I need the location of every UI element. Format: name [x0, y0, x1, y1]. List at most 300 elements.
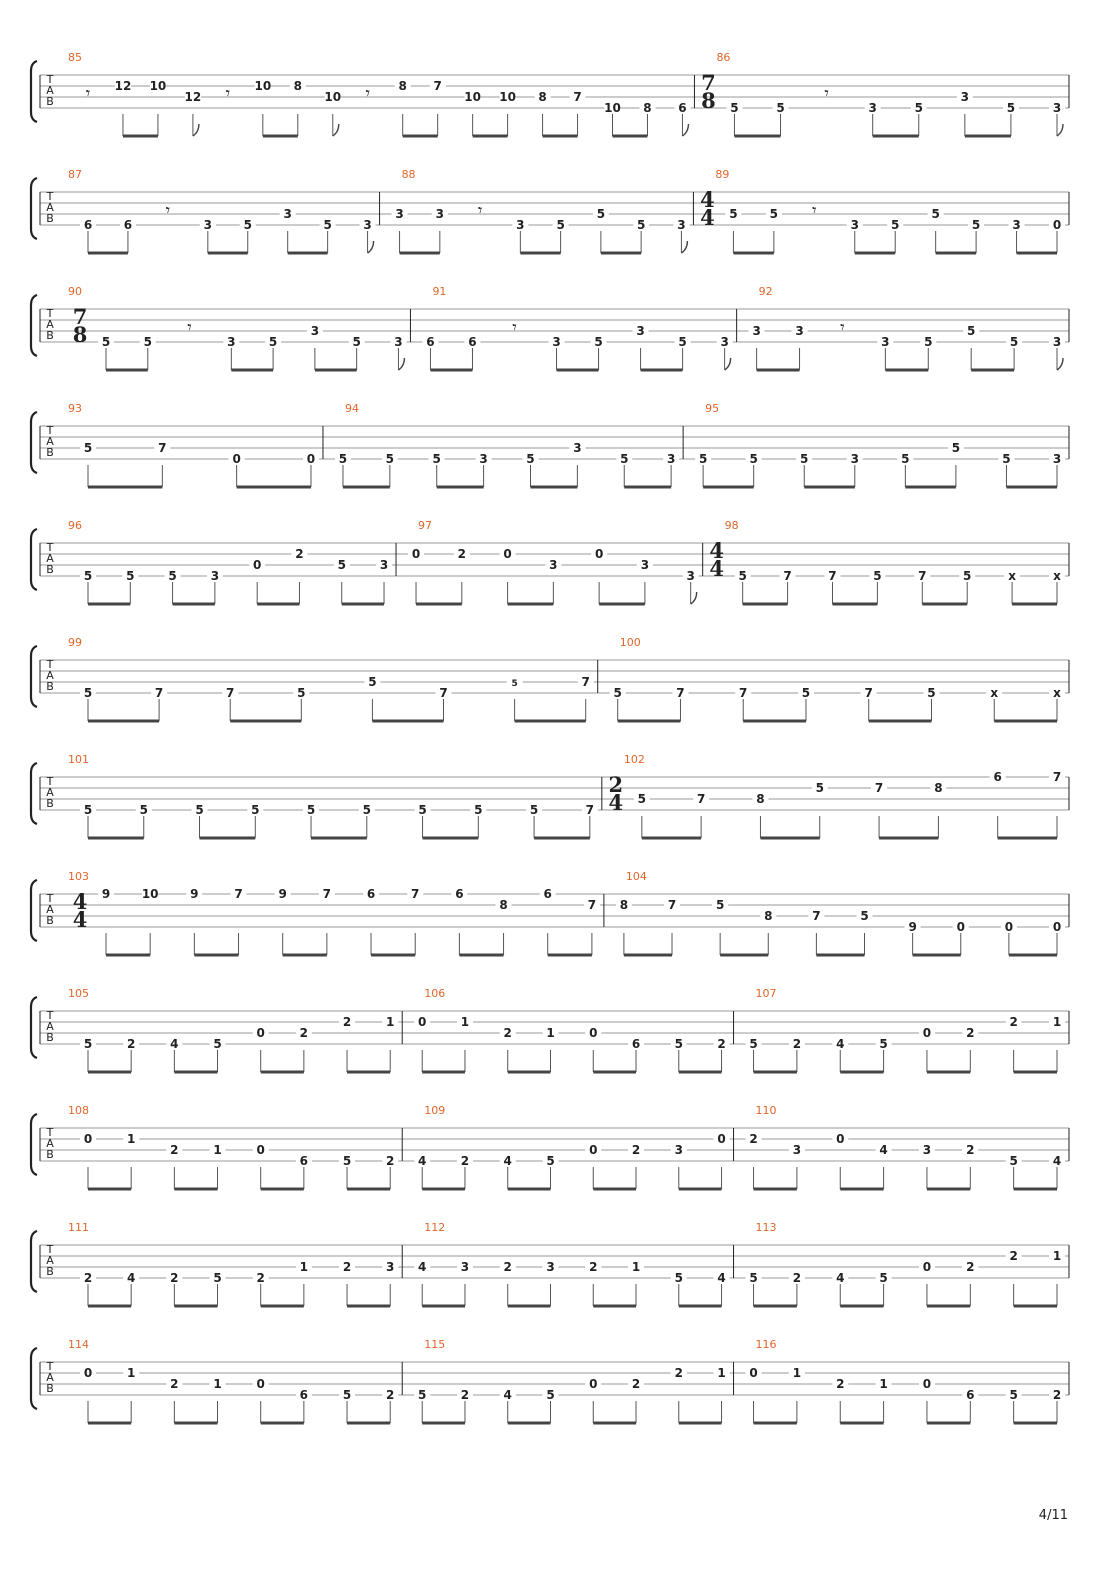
fret-number: 4 — [503, 1388, 512, 1402]
fret-number: 6 — [631, 1037, 641, 1051]
fret-number: 3 — [549, 558, 558, 572]
fret-number: 5 — [143, 335, 152, 349]
fret-number: 8 — [398, 79, 407, 93]
fret-number: 2 — [460, 1154, 470, 1168]
fret-number: 3 — [203, 218, 212, 232]
fret-number: 2 — [460, 1388, 470, 1402]
tab-system — [31, 1338, 1069, 1423]
tab-clef-letter: B — [46, 914, 54, 927]
fret-number: 2 — [386, 1388, 395, 1402]
fret-number: 0 — [589, 1026, 598, 1040]
fret-number: 5 — [729, 207, 738, 221]
fret-number: 5 — [83, 569, 93, 583]
fret-number: 5 — [168, 569, 177, 583]
fret-number: 0 — [256, 1143, 265, 1157]
measure — [68, 753, 598, 838]
fret-number: 5 — [674, 1271, 683, 1285]
fret-number: 3 — [394, 335, 403, 349]
fret-number: 8 — [499, 898, 508, 912]
fret-number: 7 — [1052, 770, 1062, 784]
tab-clef-letter: A — [46, 1371, 54, 1384]
eighth-rest: 𝄾 — [365, 84, 371, 104]
fret-number: 5 — [529, 803, 539, 817]
tab-clef-letter: T — [46, 424, 54, 437]
measure — [323, 402, 679, 487]
measure-number: 90 — [68, 285, 82, 298]
fret-number: 3 — [881, 335, 890, 349]
fret-number: 7 — [234, 887, 243, 901]
fret-number: 7 — [739, 686, 748, 700]
fret-number: 5 — [83, 686, 93, 700]
fret-number: 3 — [516, 218, 525, 232]
measure-number: 92 — [758, 285, 773, 298]
tab-clef-letter: B — [46, 563, 54, 576]
fret-number: 1 — [299, 1260, 309, 1274]
eighth-rest: 𝄾 — [477, 201, 483, 221]
measure — [68, 402, 319, 487]
fret-number: 7 — [828, 569, 837, 583]
system-brace — [31, 61, 37, 122]
fret-number: 5 — [749, 1037, 758, 1051]
measure — [402, 1104, 729, 1189]
fret-number: 6 — [366, 887, 376, 901]
fret-number: 0 — [418, 1015, 427, 1029]
eighth-rest: 𝄾 — [824, 84, 829, 104]
fret-number: 2 — [589, 1260, 598, 1274]
tab-system — [31, 636, 1069, 721]
fret-number: 6 — [123, 218, 133, 232]
fret-number: 3 — [479, 452, 488, 466]
measure-number: 105 — [68, 987, 89, 1000]
fret-number: 4 — [836, 1037, 845, 1051]
measure — [703, 519, 1065, 604]
tab-clef-letter: T — [46, 892, 54, 905]
measure — [402, 1221, 729, 1306]
note-flag — [681, 241, 687, 253]
system-brace — [31, 880, 37, 941]
fret-number: 5 — [126, 569, 135, 583]
tab-system — [31, 1221, 1069, 1306]
fret-number: 4 — [879, 1143, 888, 1157]
fret-number: 3 — [210, 569, 220, 583]
fret-number: 5 — [83, 1037, 93, 1051]
measure-number: 107 — [755, 987, 777, 1000]
fret-number: 5 — [815, 781, 824, 795]
fret-number: 5 — [698, 452, 708, 466]
fret-number: 10 — [464, 90, 481, 104]
measure-number: 116 — [755, 1338, 777, 1351]
fret-number: 5 — [268, 335, 278, 349]
fret-number: 5 — [306, 803, 316, 817]
tab-clef-letter: T — [46, 1126, 54, 1139]
measure-number: 87 — [68, 168, 82, 181]
fret-number: 3 — [283, 207, 292, 221]
tab-system — [31, 519, 1069, 604]
fret-number: 7 — [696, 792, 706, 806]
measure — [598, 636, 1065, 721]
fret-number: 5 — [967, 324, 976, 338]
system-brace — [31, 1231, 37, 1292]
fret-number: 5 — [526, 452, 535, 466]
measure — [68, 987, 398, 1072]
fret-number: 7 — [676, 686, 685, 700]
fret-number: 0 — [256, 1377, 265, 1391]
fret-number: 0 — [589, 1377, 598, 1391]
fret-number: 3 — [1052, 101, 1062, 115]
tab-clef-letter: B — [46, 212, 54, 225]
fret-number: 5 — [637, 792, 647, 806]
fret-number: 5 — [891, 218, 900, 232]
fret-number: 4 — [1052, 1154, 1062, 1168]
fret-number: 0 — [1052, 218, 1062, 232]
fret-number: 5 — [971, 218, 981, 232]
fret-number: 7 — [573, 90, 582, 104]
fret-number: 9 — [908, 920, 917, 934]
fret-number: 3 — [460, 1260, 470, 1274]
tab-clef-letter: A — [46, 669, 54, 682]
fret-number: 0 — [589, 1143, 598, 1157]
tab-clef-letter: A — [46, 201, 54, 214]
fret-number: 1 — [792, 1366, 802, 1380]
measure-number: 110 — [755, 1104, 777, 1117]
fret-number: 5 — [927, 686, 936, 700]
tab-clef-letter: T — [46, 190, 54, 203]
fret-number: 8 — [643, 101, 652, 115]
fret-number: 6 — [993, 770, 1002, 784]
tab-clef-letter: A — [46, 84, 54, 97]
system-brace — [31, 1348, 37, 1409]
fret-number: 5 — [83, 441, 93, 455]
fret-number: 5 — [418, 1388, 427, 1402]
tab-system — [31, 51, 1069, 136]
measure — [694, 51, 1065, 136]
fret-number: 7 — [322, 887, 332, 901]
measure-number: 98 — [724, 519, 739, 532]
fret-number: 10 — [499, 90, 516, 104]
fret-number: 10 — [604, 101, 621, 115]
fret-number: 2 — [674, 1366, 683, 1380]
measure-number: 94 — [344, 402, 359, 415]
fret-number: 1 — [1052, 1249, 1062, 1263]
time-signature-top: 7 — [701, 70, 716, 95]
tab-clef-letter: T — [46, 73, 54, 86]
note-flag — [398, 358, 404, 370]
fret-number: 3 — [573, 441, 582, 455]
fret-number: 2 — [170, 1377, 179, 1391]
fret-number: 5 — [1009, 1388, 1018, 1402]
measure — [604, 870, 1065, 955]
fret-number: 2 — [631, 1143, 641, 1157]
fret-number: 6 — [426, 335, 435, 349]
fret-number: 3 — [720, 335, 729, 349]
time-signature-top: 4 — [709, 538, 724, 563]
system-brace — [31, 763, 37, 824]
fret-number: 5 — [769, 207, 779, 221]
tab-clef-letter: A — [46, 786, 54, 799]
tab-clef-letter: B — [46, 1265, 54, 1278]
tab-clef-letter: A — [46, 318, 54, 331]
measure-number: 96 — [68, 519, 82, 532]
measure — [737, 285, 1065, 370]
fret-number: 2 — [386, 1154, 395, 1168]
fret-number: 0 — [252, 558, 262, 572]
fret-number: 6 — [455, 887, 464, 901]
fret-number: 3 — [379, 558, 389, 572]
fret-number: 7 — [864, 686, 873, 700]
fret-number: 5 — [1002, 452, 1011, 466]
fret-number: 0 — [836, 1132, 845, 1146]
fret-number: 5 — [195, 803, 204, 817]
measure-number: 114 — [68, 1338, 89, 1351]
fret-number: 3 — [1012, 218, 1021, 232]
measure-number: 85 — [68, 51, 82, 64]
fret-number: 5 — [342, 1388, 352, 1402]
measure-number: 88 — [401, 168, 416, 181]
fret-number: 2 — [126, 1037, 136, 1051]
note-flag — [368, 241, 374, 253]
fret-number: 5 — [800, 452, 809, 466]
fret-number: 5 — [594, 335, 603, 349]
measure-number: 95 — [705, 402, 720, 415]
fret-number: 3 — [752, 324, 761, 338]
measure-number: 104 — [625, 870, 647, 883]
tab-clef-letter: T — [46, 775, 54, 788]
fret-number: 4 — [503, 1154, 512, 1168]
tab-system — [31, 1104, 1069, 1189]
tab-clef-letter: T — [46, 1360, 54, 1373]
measure-number: 97 — [418, 519, 433, 532]
fret-number: 4 — [717, 1271, 726, 1285]
note-flag — [333, 124, 339, 136]
fret-number: 12 — [114, 79, 132, 93]
measure-number: 101 — [68, 753, 89, 766]
measure-number: 112 — [424, 1221, 446, 1234]
time-signature-top: 4 — [72, 889, 88, 914]
fret-number: 2 — [170, 1143, 179, 1157]
fret-number: 5 — [674, 1037, 683, 1051]
measure — [734, 1338, 1065, 1423]
fret-number: 5 — [620, 452, 629, 466]
fret-number: 3 — [395, 207, 404, 221]
fret-number: x — [990, 686, 999, 700]
fret-number: 4 — [418, 1260, 427, 1274]
fret-number: 2 — [256, 1271, 265, 1285]
tab-clef-letter: B — [46, 446, 54, 459]
fret-number: 1 — [631, 1260, 641, 1274]
eighth-rest: 𝄾 — [85, 84, 91, 104]
fret-number: 1 — [126, 1132, 136, 1146]
time-signature-top: 2 — [608, 772, 624, 797]
fret-number: 7 — [812, 909, 821, 923]
fret-number: 6 — [678, 101, 687, 115]
fret-number: 8 — [293, 79, 302, 93]
fret-number: 2 — [717, 1037, 726, 1051]
fret-number: 7 — [587, 898, 597, 912]
fret-number: 2 — [966, 1026, 975, 1040]
measure — [602, 753, 1065, 838]
fret-number: x — [1008, 569, 1016, 583]
system-brace — [31, 1114, 37, 1175]
fret-number: 7 — [585, 803, 595, 817]
fret-number: 7 — [158, 441, 167, 455]
fret-number: 5 — [715, 898, 725, 912]
time-signature-top: 4 — [700, 187, 715, 212]
fret-number: x — [1053, 569, 1061, 583]
fret-number: 0 — [232, 452, 241, 466]
measure — [68, 870, 600, 955]
measure-number: 91 — [432, 285, 447, 298]
fret-number: 3 — [1052, 452, 1062, 466]
fret-number: 5 — [337, 558, 346, 572]
tab-clef-letter: A — [46, 1254, 54, 1267]
fret-number: 3 — [868, 101, 877, 115]
tab-clef-letter: A — [46, 552, 54, 565]
fret-number: 5 — [801, 686, 811, 700]
fret-number: 4 — [126, 1271, 136, 1285]
tab-clef-letter: A — [46, 1020, 54, 1033]
fret-number: 2 — [503, 1026, 512, 1040]
fret-number: 0 — [1052, 920, 1062, 934]
fret-number: 5 — [1009, 1154, 1018, 1168]
time-signature-bottom: 4 — [608, 790, 624, 815]
fret-number: 7 — [439, 686, 448, 700]
measure-number: 109 — [424, 1104, 446, 1117]
note-flag — [193, 124, 199, 136]
fret-number: 8 — [756, 792, 765, 806]
fret-number: 0 — [749, 1366, 758, 1380]
fret-number: 5 — [213, 1037, 222, 1051]
fret-number: 5 — [613, 686, 622, 700]
tab-clef-letter: T — [46, 1243, 54, 1256]
note-flag — [725, 358, 731, 370]
measure — [734, 1104, 1065, 1189]
fret-number: 3 — [636, 324, 645, 338]
fret-number: 5 — [873, 569, 882, 583]
fret-number: 12 — [184, 90, 202, 104]
time-signature-bottom: 8 — [701, 88, 716, 113]
fret-number: 2 — [836, 1377, 845, 1391]
tab-clef-letter: T — [46, 1009, 54, 1022]
fret-number: 1 — [213, 1377, 222, 1391]
fret-number: 1 — [126, 1366, 136, 1380]
measure — [68, 1104, 398, 1189]
measure — [68, 51, 690, 136]
eighth-rest: 𝄾 — [225, 84, 231, 104]
fret-number: 2 — [792, 1271, 802, 1285]
measure-number: 102 — [623, 753, 645, 766]
tab-clef-letter: T — [46, 541, 54, 554]
eighth-rest: 𝄾 — [187, 318, 192, 338]
fret-number: 7 — [433, 79, 442, 93]
tab-system — [31, 870, 1069, 955]
measure — [693, 168, 1065, 253]
measure-number: 103 — [68, 870, 89, 883]
fret-number: 0 — [411, 547, 421, 561]
fret-number: 2 — [170, 1271, 179, 1285]
fret-number: 5 — [362, 803, 371, 817]
fret-number: 2 — [749, 1132, 758, 1146]
measure — [734, 1221, 1065, 1306]
measure-number: 111 — [68, 1221, 89, 1234]
tab-system — [31, 987, 1069, 1072]
fret-number: 3 — [363, 218, 372, 232]
fret-number: 0 — [922, 1377, 932, 1391]
note-flag — [682, 124, 688, 136]
measure-number: 89 — [715, 168, 730, 181]
fret-number: 0 — [503, 547, 512, 561]
fret-number: 1 — [386, 1015, 395, 1029]
fret-number: 6 — [299, 1388, 309, 1402]
fret-number: 3 — [795, 324, 804, 338]
fret-number: 5 — [914, 101, 923, 115]
measure — [68, 285, 406, 370]
fret-number: 5 — [963, 569, 972, 583]
note-flag — [1057, 124, 1063, 136]
fret-number: 6 — [543, 887, 552, 901]
fret-number: 7 — [226, 686, 235, 700]
fret-number: 1 — [717, 1366, 726, 1380]
fret-number: 5 — [924, 335, 933, 349]
fret-number: 3 — [960, 90, 970, 104]
tab-clef-letter: B — [46, 1031, 54, 1044]
note-flag — [691, 592, 697, 604]
note-flag — [1057, 358, 1063, 370]
fret-number: x — [1053, 686, 1061, 700]
fret-number: 1 — [1052, 1015, 1062, 1029]
fret-number: 5 — [251, 803, 260, 817]
tab-clef-letter: A — [46, 435, 54, 448]
fret-number: 9 — [101, 887, 111, 901]
fret-number: 1 — [213, 1143, 222, 1157]
fret-number: 9 — [278, 887, 287, 901]
measure — [68, 636, 594, 721]
measure-number: 93 — [68, 402, 82, 415]
fret-number: 1 — [879, 1377, 888, 1391]
fret-number: 3 — [435, 207, 445, 221]
fret-number: 0 — [594, 547, 604, 561]
fret-number: 3 — [552, 335, 561, 349]
fret-number: 3 — [922, 1143, 932, 1157]
time-signature-bottom: 8 — [72, 322, 88, 347]
fret-number: 5 — [749, 1271, 758, 1285]
fret-number: 5 — [879, 1037, 888, 1051]
fret-number: 5 — [546, 1154, 555, 1168]
fret-number: 5 — [342, 1154, 352, 1168]
time-signature-bottom: 4 — [700, 205, 715, 230]
fret-number: 3 — [310, 324, 320, 338]
system-brace — [31, 997, 37, 1058]
fret-number: 6 — [966, 1388, 975, 1402]
fret-number: 0 — [956, 920, 965, 934]
fret-number: 3 — [1052, 335, 1062, 349]
measure-number: 100 — [619, 636, 641, 649]
fret-number: 3 — [850, 218, 859, 232]
fret-number: 7 — [411, 887, 420, 901]
fret-number: 3 — [850, 452, 859, 466]
fret-number: 5 — [738, 569, 747, 583]
fret-number: 2 — [342, 1260, 352, 1274]
fret-number: 6 — [83, 218, 93, 232]
eighth-rest: 𝄾 — [812, 201, 817, 221]
system-brace — [31, 178, 37, 239]
system-brace — [31, 295, 37, 356]
fret-number: 5 — [418, 803, 427, 817]
fret-number: 0 — [306, 452, 316, 466]
fret-number: 0 — [717, 1132, 726, 1146]
fret-number: 2 — [503, 1260, 512, 1274]
fret-number: 10 — [324, 90, 342, 104]
eighth-rest: 𝄾 — [512, 318, 517, 338]
